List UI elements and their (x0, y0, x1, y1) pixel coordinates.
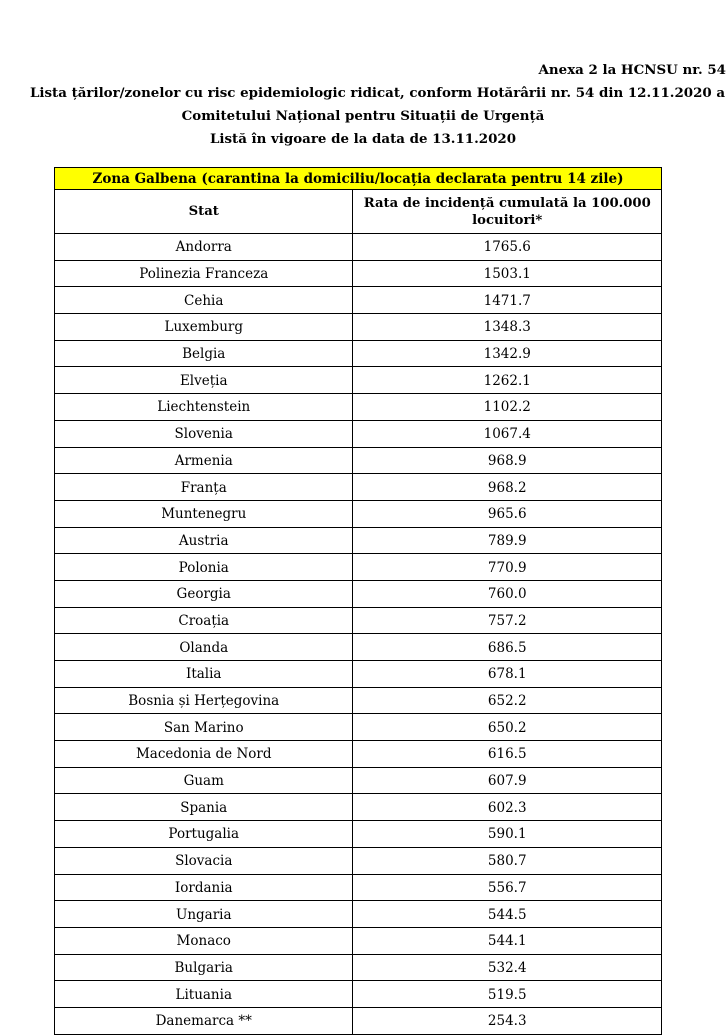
table-row (55, 874, 662, 901)
incidence-rate-cell: 1348.3 (353, 314, 662, 341)
table-row (55, 767, 662, 794)
state-cell: Croația (55, 607, 353, 634)
state-cell: Bulgaria (55, 954, 353, 981)
state-cell: Monaco (55, 927, 353, 954)
committee-name: Comitetului Național pentru Situații de Urgență (181, 108, 545, 124)
table-row (55, 714, 662, 741)
table-row (55, 634, 662, 661)
state-cell: Danemarca ** (55, 1007, 353, 1034)
table-row (55, 554, 662, 581)
zone-title: Zona Galbena (carantina la domiciliu/locația declarata pentru 14 zile) (55, 168, 662, 190)
table-row (55, 447, 662, 474)
state-cell: Polonia (55, 554, 353, 581)
table-body (55, 234, 662, 1035)
state-cell: Andorra (55, 234, 353, 261)
table-row (55, 340, 662, 367)
incidence-rate-cell: 1471.7 (353, 287, 662, 314)
incidence-rate-cell: 760.0 (353, 580, 662, 607)
state-cell: Polinezia Franceza (55, 260, 353, 287)
table-row (55, 287, 662, 314)
state-cell: Ungaria (55, 901, 353, 928)
state-cell: Georgia (55, 580, 353, 607)
incidence-rate-cell: 968.2 (353, 474, 662, 501)
incidence-rate-cell: 1102.2 (353, 394, 662, 421)
state-cell: Elveția (55, 367, 353, 394)
column-header-state: Stat (55, 190, 353, 234)
table-row (55, 580, 662, 607)
validity-date: Listă în vigoare de la data de 13.11.2020 (209, 131, 517, 147)
incidence-rate-cell: 1067.4 (353, 420, 662, 447)
incidence-rate-cell: 590.1 (353, 821, 662, 848)
table-row (55, 367, 662, 394)
incidence-rate-cell: 678.1 (353, 661, 662, 688)
table-row (55, 981, 662, 1008)
incidence-rate-cell: 652.2 (353, 687, 662, 714)
incidence-rate-cell: 519.5 (353, 981, 662, 1008)
column-header-row (55, 190, 662, 234)
table-row (55, 741, 662, 768)
table-row (55, 661, 662, 688)
state-cell: Cehia (55, 287, 353, 314)
table-row (55, 821, 662, 848)
state-cell: Austria (55, 527, 353, 554)
table-row (55, 500, 662, 527)
table-row (55, 687, 662, 714)
table-row (55, 954, 662, 981)
table-row (55, 927, 662, 954)
incidence-rate-cell: 650.2 (353, 714, 662, 741)
table-row (55, 234, 662, 261)
state-cell: Belgia (55, 340, 353, 367)
state-cell: Macedonia de Nord (55, 741, 353, 768)
table-row (55, 394, 662, 421)
state-cell: Muntenegru (55, 500, 353, 527)
table-row (55, 260, 662, 287)
table-row (55, 607, 662, 634)
zone-header-row (55, 168, 662, 190)
state-cell: Italia (55, 661, 353, 688)
table-row (55, 847, 662, 874)
incidence-rate-cell: 607.9 (353, 767, 662, 794)
state-cell: Franța (55, 474, 353, 501)
incidence-rate-cell: 544.1 (353, 927, 662, 954)
state-cell: Olanda (55, 634, 353, 661)
incidence-rate-cell: 968.9 (353, 447, 662, 474)
incidence-rate-cell: 1503.1 (353, 260, 662, 287)
incidence-rate-cell: 757.2 (353, 607, 662, 634)
state-cell: San Marino (55, 714, 353, 741)
incidence-rate-cell: 602.3 (353, 794, 662, 821)
incidence-rate-cell: 1262.1 (353, 367, 662, 394)
table-row (55, 314, 662, 341)
document-title: Lista țărilor/zonelor cu risc epidemiologic ridicat, conform Hotărârii nr. 54 din 12.11.2020 a (30, 85, 726, 101)
table-row (55, 420, 662, 447)
incidence-rate-cell: 770.9 (353, 554, 662, 581)
state-cell: Armenia (55, 447, 353, 474)
incidence-rate-cell: 789.9 (353, 527, 662, 554)
incidence-rate-cell: 686.5 (353, 634, 662, 661)
state-cell: Liechtenstein (55, 394, 353, 421)
incidence-rate-cell: 556.7 (353, 874, 662, 901)
incidence-rate-cell: 254.3 (353, 1007, 662, 1034)
state-cell: Spania (55, 794, 353, 821)
state-cell: Slovenia (55, 420, 353, 447)
state-cell: Iordania (55, 874, 353, 901)
table-row (55, 474, 662, 501)
incidence-rate-cell: 1765.6 (353, 234, 662, 261)
incidence-rate-cell: 544.5 (353, 901, 662, 928)
incidence-rate-cell: 616.5 (353, 741, 662, 768)
state-cell: Guam (55, 767, 353, 794)
table-row (55, 901, 662, 928)
incidence-rate-cell: 532.4 (353, 954, 662, 981)
incidence-rate-cell: 580.7 (353, 847, 662, 874)
incidence-rate-cell: 965.6 (353, 500, 662, 527)
incidence-rate-cell: 1342.9 (353, 340, 662, 367)
state-cell: Lituania (55, 981, 353, 1008)
state-cell: Slovacia (55, 847, 353, 874)
state-cell: Portugalia (55, 821, 353, 848)
table-row (55, 794, 662, 821)
table-row (55, 1007, 662, 1034)
column-header-rate: Rata de incidență cumulată la 100.000 locuitori* (353, 190, 662, 234)
state-cell: Luxemburg (55, 314, 353, 341)
state-cell: Bosnia și Herțegovina (55, 687, 353, 714)
annex-reference: Anexa 2 la HCNSU nr. 54 (538, 62, 726, 78)
risk-countries-table (54, 167, 662, 1035)
table-row (55, 527, 662, 554)
